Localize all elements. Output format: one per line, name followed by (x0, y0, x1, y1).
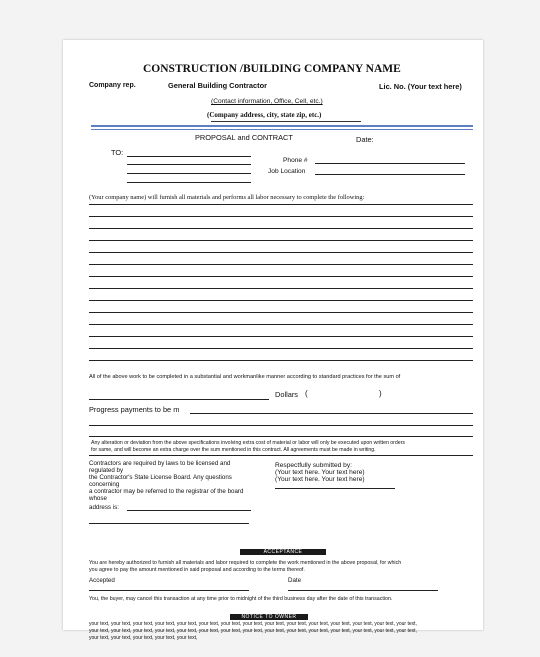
to-field-line-2[interactable] (127, 164, 251, 165)
scope-line[interactable] (89, 204, 473, 205)
to-field-line-1[interactable] (127, 156, 251, 157)
to-label: TO: (111, 148, 124, 157)
scope-line[interactable] (89, 264, 473, 265)
acceptance-text-1: You are hereby authorized to furnish all materials and labor required to complete the work mentioned in the above proposal, for which (89, 560, 402, 566)
scope-line[interactable] (89, 252, 473, 253)
license-label: Lic. No. (Your text here) (379, 82, 462, 91)
proposal-heading: PROPOSAL and CONTRACT (195, 133, 293, 142)
header-divider-top (91, 125, 473, 127)
submitted-by-line-1: (Your text here. Your text here) (275, 469, 365, 476)
header-divider-bottom (91, 129, 473, 130)
scope-line[interactable] (89, 276, 473, 277)
submitted-by-label: Respectfully submitted by: (275, 462, 352, 469)
registrar-address-line[interactable] (127, 510, 251, 511)
contract-page (63, 40, 483, 641)
submitted-by-line-2: (Your text here. Your text here) (275, 476, 365, 483)
notice-line-1: your text, your text, your text, your text, your text, your text, your text, your text, your text, your text, your text, your text, your text, your text, your text, (89, 621, 417, 627)
dollars-open-paren: ( (305, 389, 308, 398)
scope-line[interactable] (89, 348, 473, 349)
company-address: (Company address, city, state zip, etc.) (207, 111, 322, 119)
alteration-line-2: for same, and will become an extra charge over the sum mentioned in this contract. All agreements must be made in writing. (91, 447, 376, 453)
phone-field-line[interactable] (315, 163, 465, 164)
registrar-address-line-2[interactable] (89, 523, 249, 524)
divider (89, 455, 473, 456)
address-underline (211, 121, 361, 122)
license-text-5: a contractor may be referred to the registrar of the board (89, 488, 244, 495)
sum-field-line[interactable] (89, 399, 269, 400)
scope-line[interactable] (89, 360, 473, 361)
accepted-signature-line[interactable] (89, 590, 249, 591)
dollars-label: Dollars (275, 390, 298, 399)
license-text-3: the Contractor's State License Board. Any questions (89, 474, 232, 481)
acceptance-text-2: you agree to pay the amount mentioned in said proposal and according to the terms thereof. (89, 567, 305, 573)
license-text-2: regulated by (89, 467, 124, 474)
progress-field-line-2[interactable] (89, 425, 473, 426)
acceptance-heading: ACCEPTANCE (240, 549, 326, 555)
scope-line[interactable] (89, 216, 473, 217)
notice-heading: NOTICE TO OWNER (230, 614, 308, 620)
acceptance-date-line[interactable] (288, 590, 438, 591)
signature-line[interactable] (275, 488, 395, 489)
contractor-label: General Building Contractor (168, 81, 267, 90)
scope-intro: (Your company name) will furnish all materials and performs all labor necessary to complete the following: (89, 194, 365, 201)
accepted-label: Accepted (89, 577, 115, 584)
cancel-notice: You, the buyer, may cancel this transaction at any time prior to midnight of the third business day after the date of this transaction. (89, 596, 393, 602)
work-completed-text: All of the above work to be completed in a substantial and workmanlike manner according to standard practices for the sum of (89, 374, 401, 380)
scope-line[interactable] (89, 324, 473, 325)
job-location-field-line[interactable] (315, 174, 465, 175)
divider (89, 436, 473, 437)
contact-info: (Contact information, Office, Cell, etc.) (211, 98, 323, 105)
progress-payments-label: Progress payments to be m (89, 405, 180, 414)
phone-label: Phone # (283, 157, 308, 164)
progress-field-line[interactable] (190, 413, 473, 414)
to-field-line-3[interactable] (127, 173, 251, 174)
scope-line[interactable] (89, 228, 473, 229)
company-rep-label: Company rep. (89, 82, 136, 89)
license-text-7: address is: (89, 504, 119, 511)
scope-line[interactable] (89, 312, 473, 313)
scope-line[interactable] (89, 240, 473, 241)
license-text-1: Contractors are required by laws to be licensed and (89, 460, 231, 467)
dollars-close-paren: ) (379, 389, 382, 398)
scope-line[interactable] (89, 336, 473, 337)
notice-line-2: your text, your text, your text, your text, your text, your text, your text, your text, your text, your text, your text, your text, your text, your text, your text, (89, 628, 417, 634)
scope-line[interactable] (89, 300, 473, 301)
notice-line-3: your text, your text, your text, your text, your text, (89, 635, 198, 641)
acceptance-date-label: Date (288, 577, 302, 584)
alteration-line-1: Any alteration or deviation from the above specifications involving extra cost of material or labor will only be executed upon written orders (91, 440, 406, 446)
job-location-label: Job Location (268, 168, 306, 175)
license-text-4: concerning (89, 481, 120, 488)
date-label: Date: (356, 135, 374, 144)
to-field-line-4[interactable] (127, 182, 251, 183)
page-title: CONSTRUCTION /BUILDING COMPANY NAME (143, 63, 401, 75)
scope-line[interactable] (89, 288, 473, 289)
license-text-6: whose (89, 495, 107, 502)
